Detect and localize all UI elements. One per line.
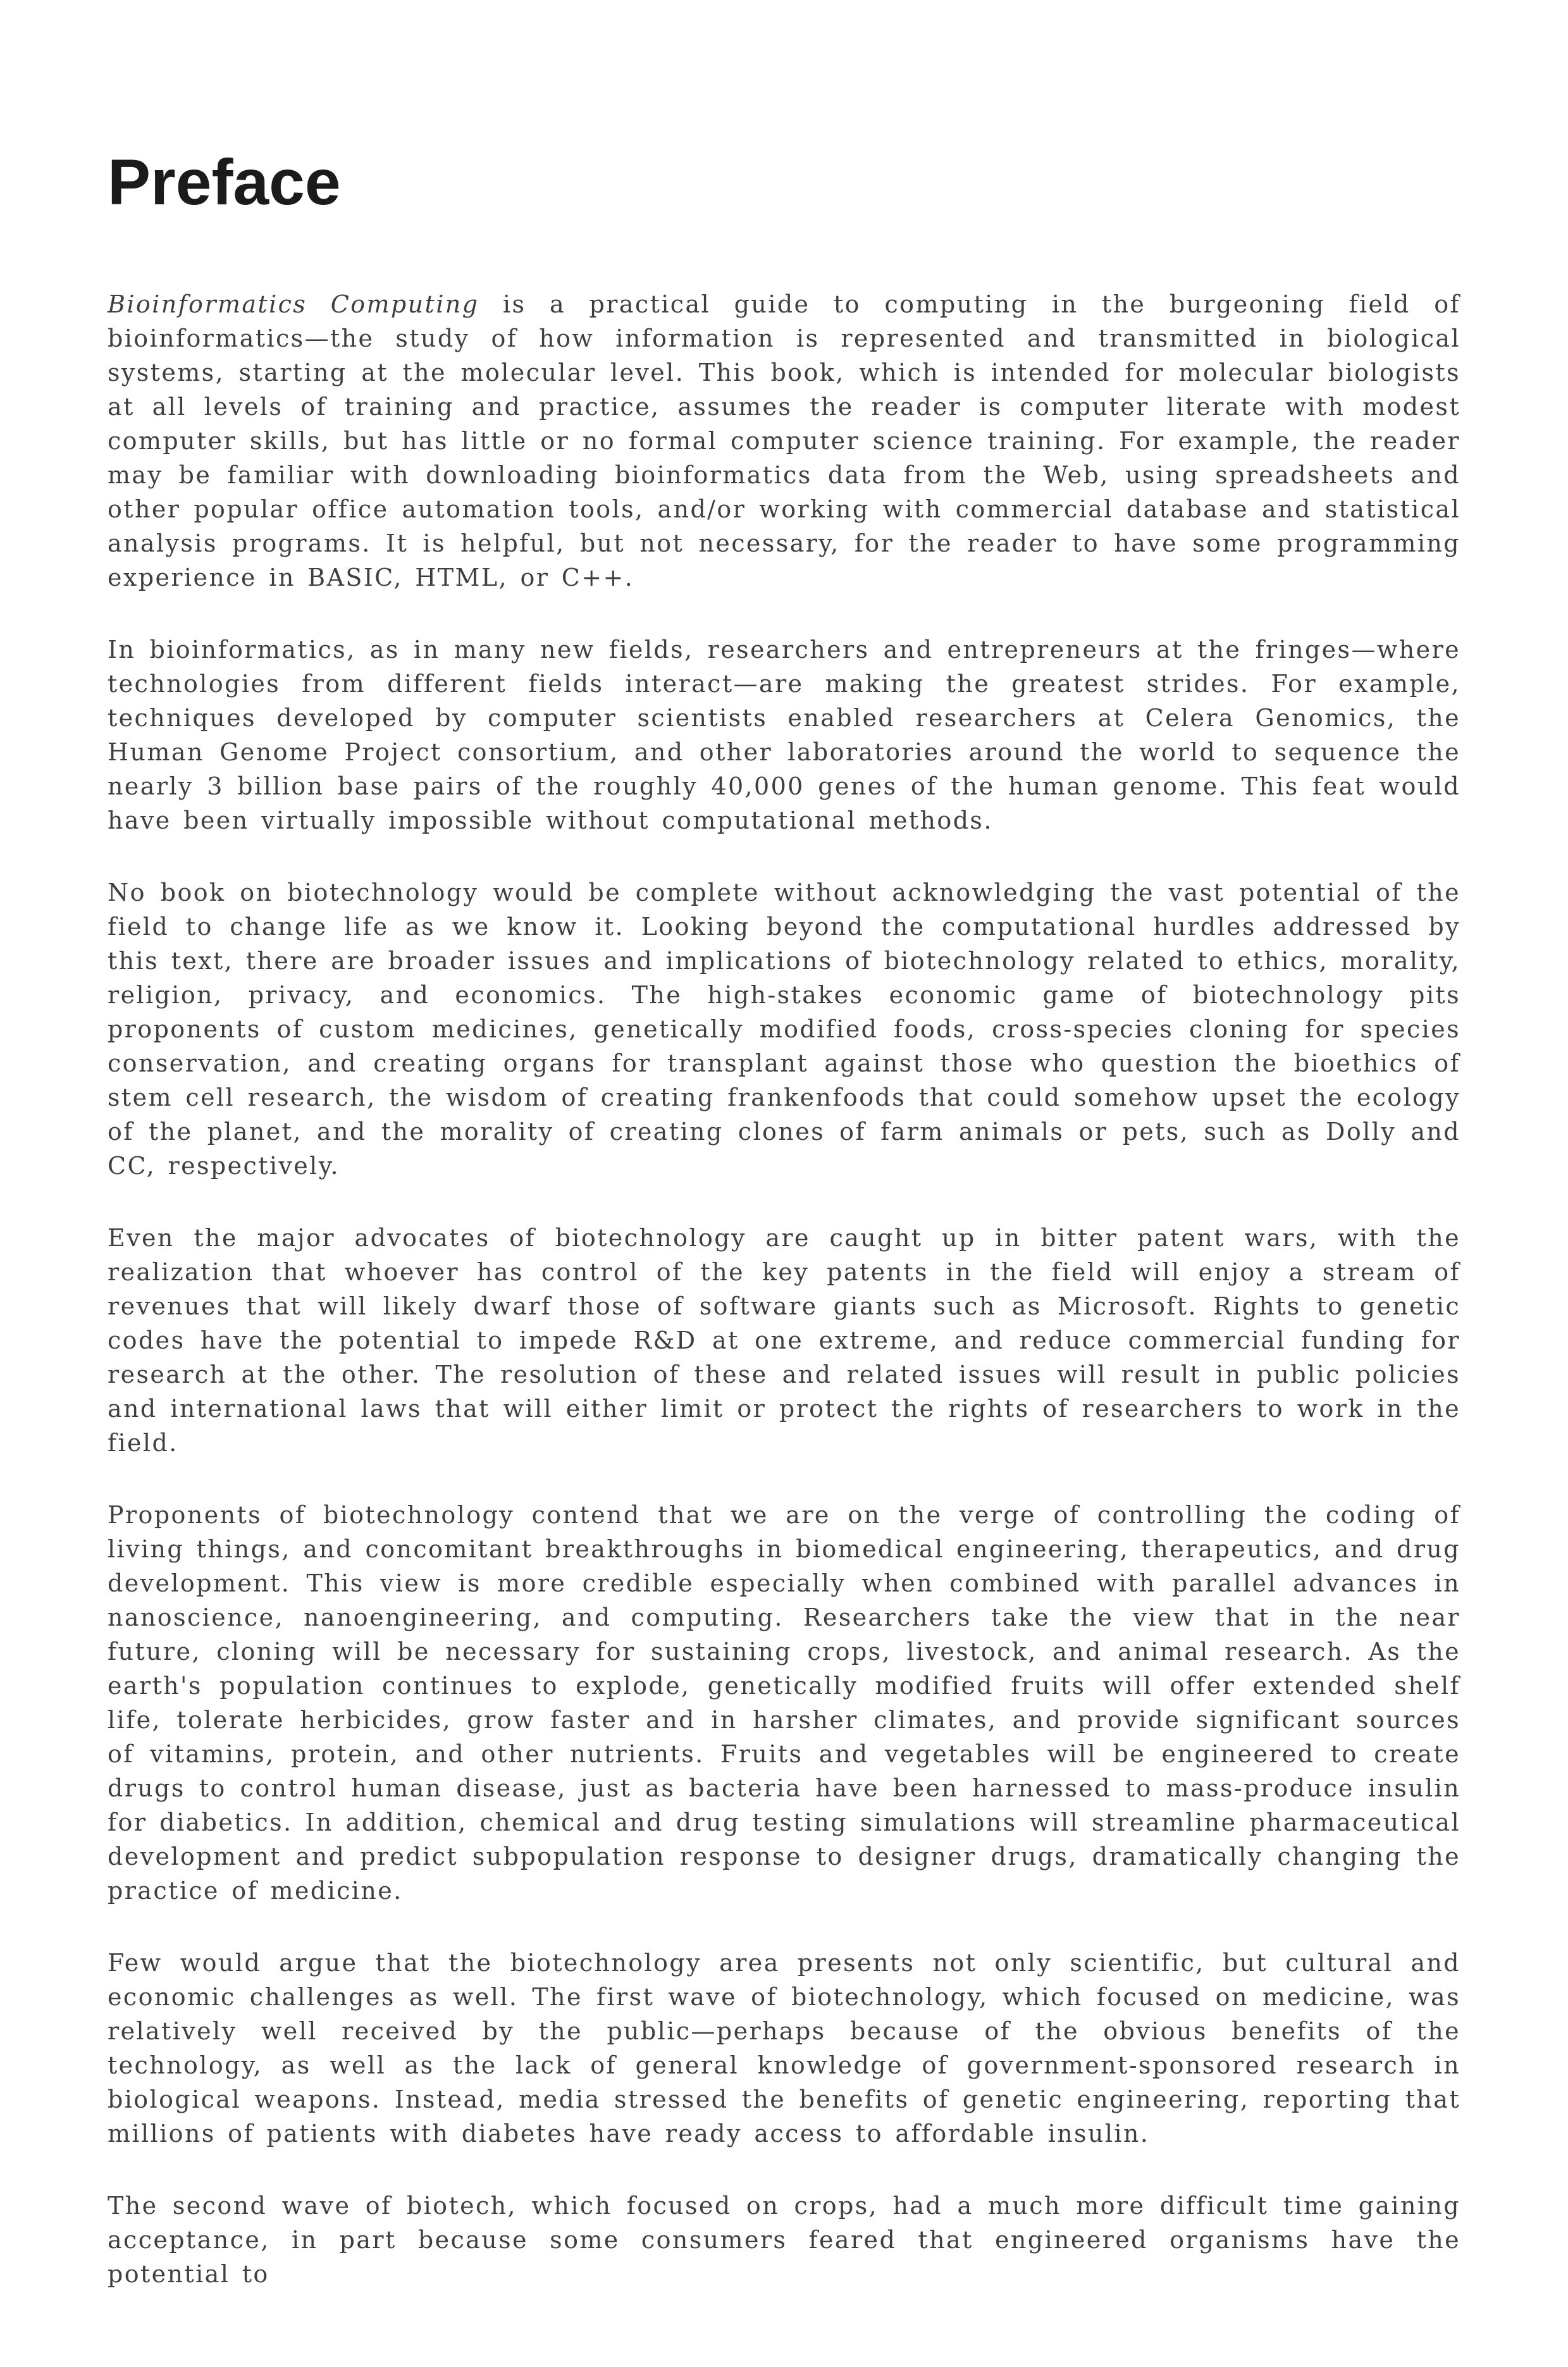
preface-paragraph-7: The second wave of biotech, which focused on crops, had a much more difficult time gaining acceptance, in part because some consumers feared that engineered organisms have the potential to xyxy=(108,2192,1460,2289)
preface-paragraph-1 xyxy=(108,287,1460,595)
preface-paragraph-2: In bioinformatics, as in many new fields, researchers and entrepreneurs at the fringes—where technologies from different fields interact—are making the greatest strides. For example, techniques developed by computer scientists enabled researchers at Celera Genomics, the Human Genome Project consortium, and other laboratories around the world to sequence the nearly 3 billion base pairs of the roughly 40,000 genes of the human genome. This feat would have been virtually impossible without computational methods. xyxy=(108,636,1460,835)
paragraph-text: is a practical guide to computing in the burgeoning field of bioinformatics—the study of how information is represented and transmitted in biological systems, starting at the molecular level. This book, which is intended for molecular biologists at all levels of training and practice, assumes the reader is computer literate with modest computer skills, but has little or no formal computer science training. For example, the reader may be familiar with downloading bioinformatics data from the Web, using spreadsheets and other popular office automation tools, and/or working with commercial database and statistical analysis programs. It is helpful, but not necessary, for the reader to have some programming experience in BASIC, HTML, or C++. xyxy=(108,290,1460,592)
preface-paragraph-6: Few would argue that the biotechnology area presents not only scientific, but cultural and economic challenges as well. The first wave of biotechnology, which focused on medicine, was relatively well received by the public—perhaps because of the obvious benefits of the technology, as well as the lack of general knowledge of government-sponsored research in biological weapons. Instead, media stressed the benefits of genetic engineering, reporting that millions of patients with diabetes have ready access to affordable insulin. xyxy=(108,1949,1460,2148)
preface-paragraph-3: No book on biotechnology would be complete without acknowledging the vast potential of the field to change life as we know it. Looking beyond the computational hurdles addressed by this text, there are broader issues and implications of biotechnology related to ethics, morality, religion, privacy, and economics. The high-stakes economic game of biotechnology pits proponents of custom medicines, genetically modified foods, cross-species cloning for species conservation, and creating organs for transplant against those who question the bioethics of stem cell research, the wisdom of creating frankenfoods that could somehow upset the ecology of the planet, and the morality of creating clones of farm animals or pets, such as Dolly and CC, respectively. xyxy=(108,879,1460,1180)
preface-paragraph-4: Even the major advocates of biotechnology are caught up in bitter patent wars, with the realization that whoever has control of the key patents in the field will enjoy a stream of revenues that will likely dwarf those of software giants such as Microsoft. Rights to genetic codes have the potential to impede R&D at one extreme, and reduce commercial funding for research at the other. The resolution of these and related issues will result in public policies and international laws that will either limit or protect the rights of researchers to work in the field. xyxy=(108,1224,1460,1457)
book-title-italic: Bioinformatics Computing xyxy=(108,290,479,319)
preface-paragraph-5: Proponents of biotechnology contend that we are on the verge of controlling the coding of living things, and concomitant breakthroughs in biomedical engineering, therapeutics, and drug development. This view is more credible especially when combined with parallel advances in nanoscience, nanoengineering, and computing. Researchers take the view that in the near future, cloning will be necessary for sustaining crops, livestock, and animal research. As the earth's population continues to explode, genetically modified fruits will offer extended shelf life, tolerate herbicides, grow faster and in harsher climates, and provide significant sources of vitamins, protein, and other nutrients. Fruits and vegetables will be engineered to create drugs to control human disease, just as bacteria have been harnessed to mass-produce insulin for diabetics. In addition, chemical and drug testing simulations will streamline pharmaceutical development and predict subpopulation response to designer drugs, dramatically changing the practice of medicine. xyxy=(108,1501,1460,1905)
page-title: Preface xyxy=(108,146,341,218)
